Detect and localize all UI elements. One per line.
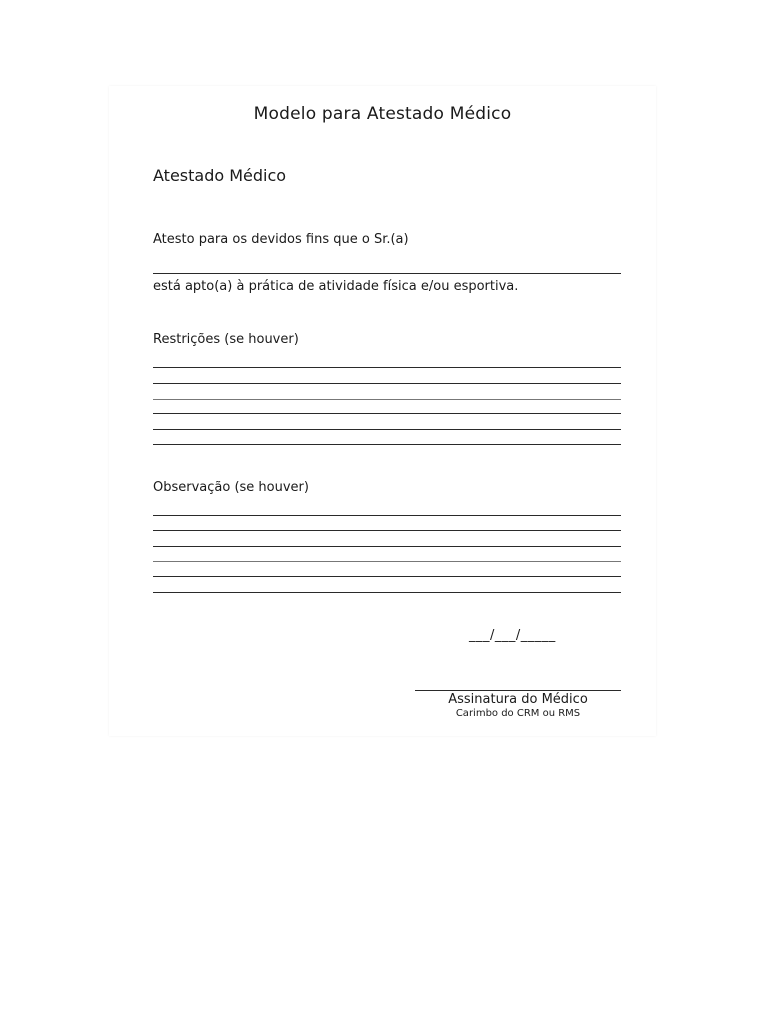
signature-line[interactable] bbox=[415, 690, 621, 691]
restrictions-line[interactable] bbox=[153, 399, 621, 400]
observation-line[interactable] bbox=[153, 592, 621, 593]
restrictions-line[interactable] bbox=[153, 367, 621, 368]
restrictions-line[interactable] bbox=[153, 383, 621, 384]
observation-line[interactable] bbox=[153, 530, 621, 531]
observation-line[interactable] bbox=[153, 561, 621, 562]
document-title: Modelo para Atestado Médico bbox=[253, 104, 512, 124]
restrictions-line[interactable] bbox=[153, 444, 621, 445]
stamp-label: Carimbo do CRM ou RMS bbox=[455, 708, 581, 719]
observation-line[interactable] bbox=[153, 576, 621, 577]
observation-label: Observação (se houver) bbox=[153, 480, 309, 495]
name-blank-line[interactable] bbox=[153, 273, 621, 274]
restrictions-line[interactable] bbox=[153, 429, 621, 430]
apt-text: está apto(a) à prática de atividade física e/ou esportiva. bbox=[153, 279, 519, 294]
date-field[interactable]: ___/___/_____ bbox=[469, 628, 556, 643]
observation-line[interactable] bbox=[153, 515, 621, 516]
signature-label: Assinatura do Médico bbox=[448, 692, 588, 707]
restrictions-line[interactable] bbox=[153, 413, 621, 414]
observation-line[interactable] bbox=[153, 546, 621, 547]
document-page bbox=[109, 86, 656, 736]
attest-text: Atesto para os devidos fins que o Sr.(a) bbox=[153, 232, 409, 247]
document-heading: Atestado Médico bbox=[153, 166, 287, 185]
restrictions-label: Restrições (se houver) bbox=[153, 332, 299, 347]
